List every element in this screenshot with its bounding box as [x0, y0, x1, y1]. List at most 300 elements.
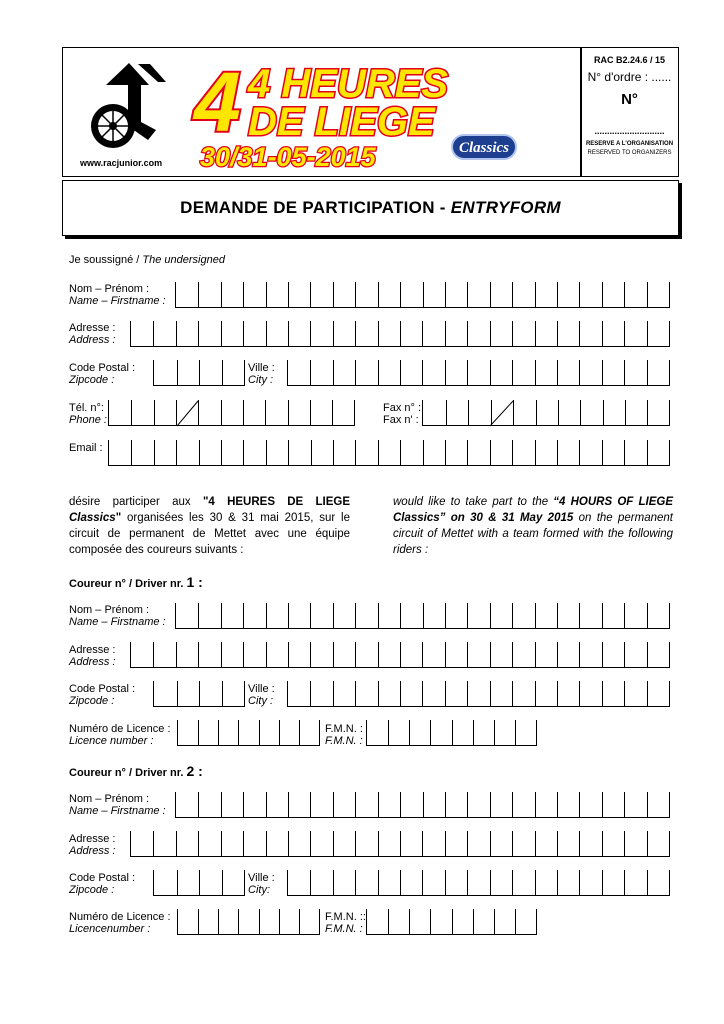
box-divider: [669, 870, 670, 896]
box-divider: [319, 909, 320, 935]
box-divider: [445, 321, 446, 347]
box-divider: [669, 642, 670, 668]
box-divider: [310, 360, 311, 386]
box-divider: [310, 603, 311, 629]
box-divider: [199, 360, 200, 386]
box-divider: [446, 400, 447, 426]
box-divider: [535, 642, 536, 668]
box-divider: [422, 321, 423, 347]
box-divider: [378, 792, 379, 818]
box-divider: [445, 792, 446, 818]
box-divider: [266, 321, 267, 347]
box-divider: [333, 642, 334, 668]
box-divider: [310, 642, 311, 668]
box-divider: [430, 909, 431, 935]
box-divider: [602, 642, 603, 668]
box-divider: [490, 282, 491, 308]
driver1-fmn-field[interactable]: [366, 720, 536, 746]
box-divider: [557, 642, 558, 668]
box-divider: [422, 831, 423, 857]
box-divider: [445, 440, 446, 466]
applicant-zip-label: Code Postal : Zipcode :: [69, 362, 136, 386]
intro-en: would like to take part to the “4 HOURS OF LIEGE Classics” on 30 & 31 May 2015 on the permanent circuit of Mettet with a team formed with the following riders :: [393, 496, 673, 556]
box-divider: [602, 321, 603, 347]
box-divider: [153, 831, 154, 857]
applicant-name-label: Nom – Prénom : Name – Firstname :: [69, 283, 166, 307]
box-divider: [221, 792, 222, 818]
box-divider: [409, 720, 410, 746]
box-divider: [310, 681, 311, 707]
box-divider: [222, 681, 223, 707]
form-title-en: ENTRYFORM: [450, 198, 561, 217]
box-divider: [199, 440, 200, 466]
box-divider: [624, 603, 625, 629]
box-divider: [467, 360, 468, 386]
box-divider: [580, 400, 581, 426]
box-divider: [378, 642, 379, 668]
box-divider: [647, 831, 648, 857]
applicant-city-label: Ville : City :: [248, 362, 275, 386]
driver2-city-label: Ville : City:: [248, 872, 275, 896]
box-divider: [512, 792, 513, 818]
box-divider: [579, 282, 580, 308]
box-divider: [243, 321, 244, 347]
event-line2: DE LIEGE: [248, 100, 435, 144]
box-divider: [669, 792, 670, 818]
box-divider: [624, 831, 625, 857]
box-divider: [579, 440, 580, 466]
box-divider: [467, 642, 468, 668]
box-divider: [259, 720, 260, 746]
order-dots: ............................: [594, 126, 665, 136]
box-divider: [176, 440, 177, 466]
box-divider: [669, 603, 670, 629]
box-divider: [579, 831, 580, 857]
box-divider: [535, 321, 536, 347]
box-divider: [512, 360, 513, 386]
box-divider: [452, 909, 453, 935]
box-divider: [221, 282, 222, 308]
box-divider: [279, 909, 280, 935]
box-divider: [445, 831, 446, 857]
box-divider: [535, 360, 536, 386]
box-divider: [333, 321, 334, 347]
box-divider: [409, 909, 410, 935]
applicant-address-field[interactable]: [130, 321, 669, 347]
driver2-address-label: Adresse : Address :: [69, 833, 116, 857]
undersigned-label: Je soussigné / The undersigned: [69, 254, 225, 266]
driver2-licence-label: Numéro de Licence : Licencenumber :: [69, 911, 171, 935]
box-divider: [647, 870, 648, 896]
box-divider: [490, 792, 491, 818]
box-divider: [445, 603, 446, 629]
box-divider: [176, 321, 177, 347]
box-divider: [131, 440, 132, 466]
box-divider: [266, 831, 267, 857]
box-divider: [624, 360, 625, 386]
box-divider: [243, 400, 244, 426]
driver2-fmn-field[interactable]: [366, 909, 536, 935]
driver1-name-label: Nom – Prénom : Name – Firstname :: [69, 604, 166, 628]
box-divider: [490, 440, 491, 466]
box-divider: [557, 681, 558, 707]
box-divider: [422, 681, 423, 707]
box-divider: [624, 642, 625, 668]
box-divider: [310, 870, 311, 896]
driver1-address-field[interactable]: [130, 642, 669, 668]
box-divider: [400, 282, 401, 308]
box-divider: [378, 603, 379, 629]
box-divider: [467, 681, 468, 707]
box-divider: [473, 909, 474, 935]
box-divider: [467, 440, 468, 466]
box-divider: [624, 440, 625, 466]
box-divider: [467, 282, 468, 308]
applicant-phone-label: Tél. n°: Phone :: [69, 402, 107, 426]
box-divider: [153, 321, 154, 347]
driver1-licence-label: Numéro de Licence : Licence number :: [69, 723, 171, 747]
box-divider: [218, 909, 219, 935]
box-divider: [557, 603, 558, 629]
driver2-licence-field[interactable]: [177, 909, 319, 935]
box-divider: [535, 681, 536, 707]
applicant-address-label: Adresse : Address :: [69, 322, 116, 346]
rac-code: RAC B2.24.6 / 15: [593, 55, 666, 65]
box-divider: [579, 321, 580, 347]
form-title: [62, 198, 679, 218]
box-divider: [624, 792, 625, 818]
driver2-address-field[interactable]: [130, 831, 669, 857]
box-divider: [602, 282, 603, 308]
box-divider: [153, 642, 154, 668]
box-divider: [467, 870, 468, 896]
box-divider: [266, 603, 267, 629]
box-divider: [512, 642, 513, 668]
box-divider: [355, 321, 356, 347]
box-divider: [535, 603, 536, 629]
box-divider: [355, 681, 356, 707]
applicant-phone-number-field[interactable]: [198, 400, 354, 426]
box-divider: [310, 831, 311, 857]
box-divider: [299, 720, 300, 746]
box-divider: [310, 282, 311, 308]
driver1-address-label: Adresse : Address :: [69, 644, 116, 668]
box-divider: [299, 909, 300, 935]
box-divider: [310, 321, 311, 347]
driver2-zip-label: Code Postal : Zipcode :: [69, 872, 136, 896]
box-divider: [288, 831, 289, 857]
box-divider: [222, 870, 223, 896]
box-divider: [422, 360, 423, 386]
box-divider: [579, 603, 580, 629]
applicant-fax-number-field[interactable]: [513, 400, 669, 426]
box-divider: [288, 321, 289, 347]
box-divider: [221, 603, 222, 629]
box-divider: [177, 870, 178, 896]
box-divider: [265, 400, 266, 426]
box-divider: [624, 681, 625, 707]
box-divider: [333, 603, 334, 629]
box-divider: [243, 642, 244, 668]
box-divider: [378, 360, 379, 386]
box-divider: [467, 792, 468, 818]
box-divider: [558, 400, 559, 426]
box-divider: [400, 870, 401, 896]
box-divider: [243, 792, 244, 818]
box-divider: [221, 321, 222, 347]
box-divider: [512, 681, 513, 707]
number-label: N°: [621, 91, 638, 108]
box-divider: [288, 792, 289, 818]
box-divider: [535, 831, 536, 857]
box-divider: [490, 360, 491, 386]
box-divider: [333, 440, 334, 466]
driver1-licence-field[interactable]: [177, 720, 319, 746]
box-divider: [512, 282, 513, 308]
box-divider: [266, 642, 267, 668]
box-divider: [557, 870, 558, 896]
order-number-label: N° d'ordre : ......: [587, 70, 672, 84]
box-divider: [579, 792, 580, 818]
applicant-email-label: Email :: [69, 442, 103, 454]
box-divider: [603, 400, 604, 426]
box-divider: [243, 282, 244, 308]
box-divider: [512, 603, 513, 629]
box-divider: [378, 440, 379, 466]
applicant-fax-label: Fax n° : Fax n' :: [383, 402, 422, 426]
box-divider: [467, 321, 468, 347]
box-divider: [355, 603, 356, 629]
box-divider: [221, 440, 222, 466]
box-divider: [199, 681, 200, 707]
box-divider: [490, 870, 491, 896]
driver2-fmn-label: F.M.N. :: F.M.N. :: [325, 911, 366, 935]
box-divider: [279, 720, 280, 746]
box-divider: [243, 603, 244, 629]
box-divider: [333, 360, 334, 386]
box-divider: [669, 681, 670, 707]
box-divider: [243, 440, 244, 466]
box-divider: [218, 720, 219, 746]
driver2-zip-field[interactable]: [153, 870, 244, 896]
box-divider: [624, 870, 625, 896]
rac-logo: [86, 60, 168, 155]
applicant-city-field[interactable]: [287, 360, 669, 386]
box-divider: [602, 870, 603, 896]
box-divider: [490, 831, 491, 857]
box-divider: [154, 400, 155, 426]
box-divider: [473, 720, 474, 746]
box-divider: [602, 360, 603, 386]
box-divider: [244, 681, 245, 707]
applicant-zip-field[interactable]: [153, 360, 244, 386]
box-divider: [198, 321, 199, 347]
box-divider: [388, 909, 389, 935]
box-divider: [602, 831, 603, 857]
box-divider: [198, 282, 199, 308]
box-divider: [445, 870, 446, 896]
box-divider: [400, 360, 401, 386]
box-divider: [422, 642, 423, 668]
box-divider: [238, 720, 239, 746]
box-divider: [400, 603, 401, 629]
event-line1: 4 HEURES: [248, 62, 449, 106]
phone-slash-icon: [177, 400, 199, 427]
intro-fr: désire participer aux "4 HEURES DE LIEGE Classics" organisées les 30 & 31 mai 2015, sur le circuit de permanent de Mettet avec une équipe composée des coureurs suivants :: [69, 496, 350, 556]
box-divider: [244, 360, 245, 386]
reserved-en: RESERVED TO ORGANIZERS: [587, 150, 672, 156]
box-divider: [430, 720, 431, 746]
box-divider: [400, 792, 401, 818]
box-divider: [624, 282, 625, 308]
box-divider: [378, 681, 379, 707]
box-divider: [423, 792, 424, 818]
box-divider: [579, 681, 580, 707]
box-divider: [198, 720, 199, 746]
box-divider: [176, 831, 177, 857]
driver1-zip-field[interactable]: [153, 681, 244, 707]
driver1-city-label: Ville : City :: [248, 683, 275, 707]
driver1-zip-label: Code Postal : Zipcode :: [69, 683, 136, 707]
box-divider: [288, 440, 289, 466]
form-title-fr: DEMANDE DE PARTICIPATION -: [180, 198, 446, 217]
box-divider: [388, 720, 389, 746]
box-divider: [378, 321, 379, 347]
box-divider: [452, 720, 453, 746]
box-divider: [355, 440, 356, 466]
box-divider: [647, 282, 648, 308]
box-divider: [423, 440, 424, 466]
event-badge: Classics: [458, 140, 510, 156]
box-divider: [311, 440, 312, 466]
applicant-name-field[interactable]: [175, 282, 669, 308]
box-divider: [400, 321, 401, 347]
box-divider: [333, 870, 334, 896]
box-divider: [669, 282, 670, 308]
box-divider: [669, 360, 670, 386]
box-divider: [378, 831, 379, 857]
event-dates: 30/31-05-2015: [200, 142, 376, 172]
box-divider: [579, 870, 580, 896]
box-divider: [535, 792, 536, 818]
box-divider: [355, 282, 356, 308]
box-divider: [647, 642, 648, 668]
box-divider: [333, 681, 334, 707]
box-divider: [221, 400, 222, 426]
box-divider: [378, 282, 379, 308]
box-divider: [355, 642, 356, 668]
box-divider: [222, 360, 223, 386]
box-divider: [288, 642, 289, 668]
driver1-fmn-label: F.M.N. : F.M.N. :: [325, 723, 363, 747]
box-divider: [515, 720, 516, 746]
box-divider: [445, 282, 446, 308]
box-divider: [288, 282, 289, 308]
box-divider: [177, 360, 178, 386]
driver2-name-label: Nom – Prénom : Name – Firstname :: [69, 793, 166, 817]
box-divider: [288, 400, 289, 426]
box-divider: [333, 831, 334, 857]
box-divider: [512, 321, 513, 347]
box-divider: [467, 831, 468, 857]
box-divider: [259, 909, 260, 935]
box-divider: [647, 440, 648, 466]
box-divider: [154, 440, 155, 466]
fax-slash-icon: [490, 400, 514, 427]
box-divider: [490, 681, 491, 707]
box-divider: [490, 321, 491, 347]
box-divider: [669, 831, 670, 857]
box-divider: [490, 603, 491, 629]
box-divider: [355, 831, 356, 857]
driver1-name-field[interactable]: [175, 603, 669, 629]
box-divider: [400, 642, 401, 668]
event-logo: [190, 53, 520, 173]
box-divider: [536, 909, 537, 935]
box-divider: [669, 400, 670, 426]
box-divider: [579, 360, 580, 386]
box-divider: [669, 440, 670, 466]
box-divider: [557, 360, 558, 386]
box-divider: [423, 282, 424, 308]
box-divider: [494, 909, 495, 935]
box-divider: [319, 720, 320, 746]
box-divider: [378, 870, 379, 896]
box-divider: [198, 642, 199, 668]
box-divider: [602, 681, 603, 707]
box-divider: [557, 440, 558, 466]
box-divider: [624, 321, 625, 347]
box-divider: [647, 400, 648, 426]
box-divider: [355, 792, 356, 818]
box-divider: [238, 909, 239, 935]
driver2-name-field[interactable]: [175, 792, 669, 818]
box-divider: [400, 831, 401, 857]
event-logo-4: 4: [194, 55, 241, 149]
box-divider: [244, 870, 245, 896]
driver2-city-field[interactable]: [287, 870, 669, 896]
box-divider: [176, 642, 177, 668]
applicant-email-field[interactable]: [108, 440, 669, 466]
box-divider: [198, 792, 199, 818]
box-divider: [536, 400, 537, 426]
driver1-city-field[interactable]: [287, 681, 669, 707]
box-divider: [490, 642, 491, 668]
box-divider: [198, 831, 199, 857]
box-divider: [625, 400, 626, 426]
box-divider: [515, 909, 516, 935]
box-divider: [602, 603, 603, 629]
box-divider: [221, 831, 222, 857]
box-divider: [266, 792, 267, 818]
box-divider: [445, 642, 446, 668]
box-divider: [602, 440, 603, 466]
box-divider: [221, 642, 222, 668]
box-divider: [310, 400, 311, 426]
box-divider: [535, 440, 536, 466]
box-divider: [445, 681, 446, 707]
box-divider: [333, 792, 334, 818]
box-divider: [266, 282, 267, 308]
box-divider: [243, 831, 244, 857]
box-divider: [647, 321, 648, 347]
box-divider: [602, 792, 603, 818]
box-divider: [199, 870, 200, 896]
box-divider: [131, 400, 132, 426]
box-divider: [579, 642, 580, 668]
box-divider: [355, 360, 356, 386]
website-url[interactable]: www.racjunior.com: [80, 158, 163, 168]
